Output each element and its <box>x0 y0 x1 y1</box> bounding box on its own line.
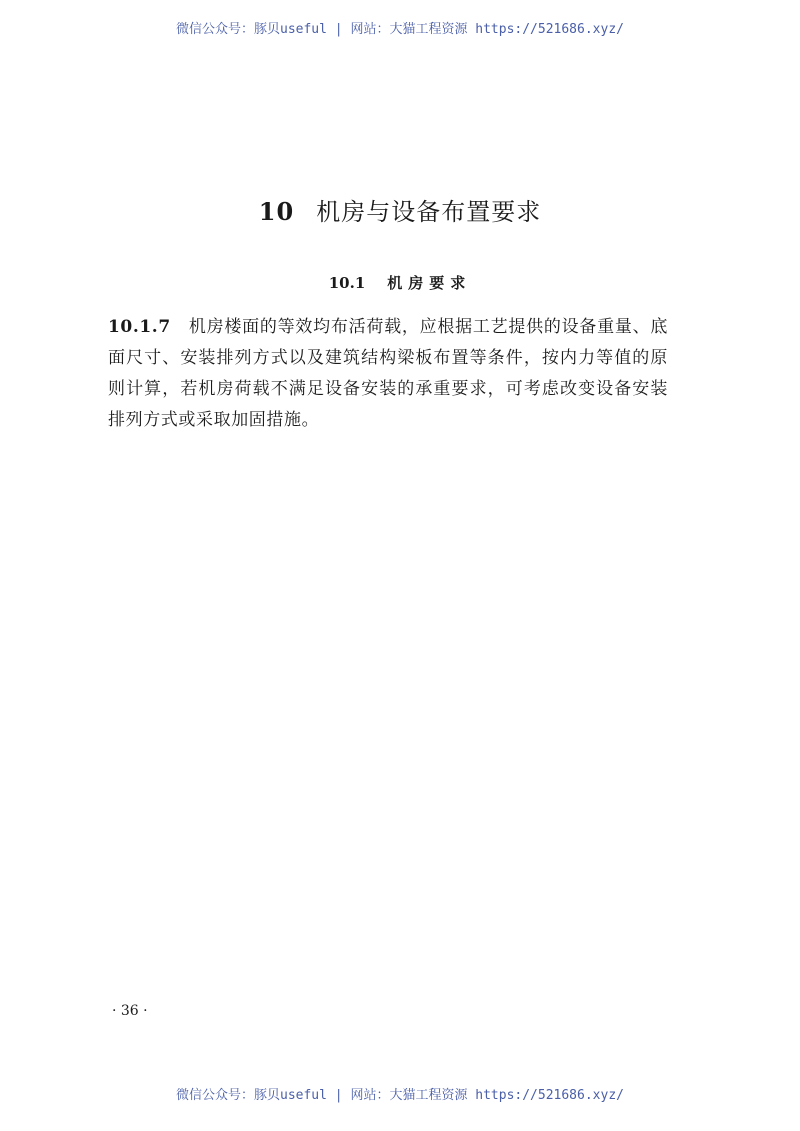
clause-paragraph <box>108 312 668 436</box>
chapter-number: 10 <box>258 197 295 226</box>
section-number: 10.1 <box>328 274 366 292</box>
chapter-title: 机房与设备布置要求 <box>316 198 542 226</box>
section-heading <box>0 272 800 293</box>
chapter-heading <box>0 192 800 227</box>
watermark-bottom: 微信公众号：豚贝useful | 网站：大猫工程资源 https://521686.xyz/ <box>176 1088 624 1103</box>
page-number: · 36 · <box>112 1003 148 1019</box>
watermark-top: 微信公众号：豚贝useful | 网站：大猫工程资源 https://521686.xyz/ <box>176 22 624 37</box>
clause-number: 10.1.7 <box>108 317 171 337</box>
section-title: 机房要求 <box>387 274 472 292</box>
clause-text: 机房楼面的等效均布活荷载，应根据工艺提供的设备重量、底面尺寸、安装排列方式以及建筑结构梁板布置等条件，按内力等值的原则计算，若机房荷载不满足设备安装的承重要求，可考虑改变设备安装排列方式或采取加固措施。 <box>108 317 668 430</box>
